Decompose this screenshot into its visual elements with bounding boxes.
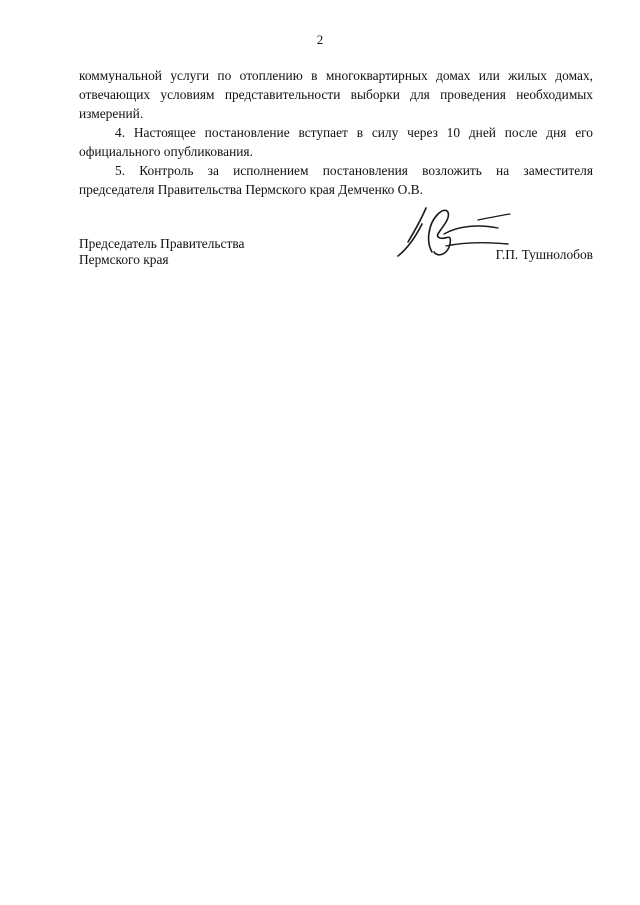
paragraph-continuation: коммунальной услуги по отоплению в многоквартирных домах или жилых домах, отвечающих условиям представительности выборки для проведения необходимых измерений. [79, 68, 593, 121]
signer-position-line2: Пермского края [79, 252, 169, 267]
document-body [79, 66, 593, 199]
paragraph-item-5: 5. Контроль за исполнением постановления возложить на заместителя председателя Правительства Пермского края Демченко О.В. [79, 163, 593, 197]
signer-position-line1: Председатель Правительства [79, 236, 245, 251]
signer-name: Г.П. Тушнолобов [495, 247, 593, 262]
paragraph-item-4: 4. Настоящее постановление вступает в силу через 10 дней после дня его официального опубликования. [79, 125, 593, 159]
signer-position [79, 236, 244, 268]
page-number: 2 [316, 32, 324, 47]
signature-block [79, 234, 593, 274]
